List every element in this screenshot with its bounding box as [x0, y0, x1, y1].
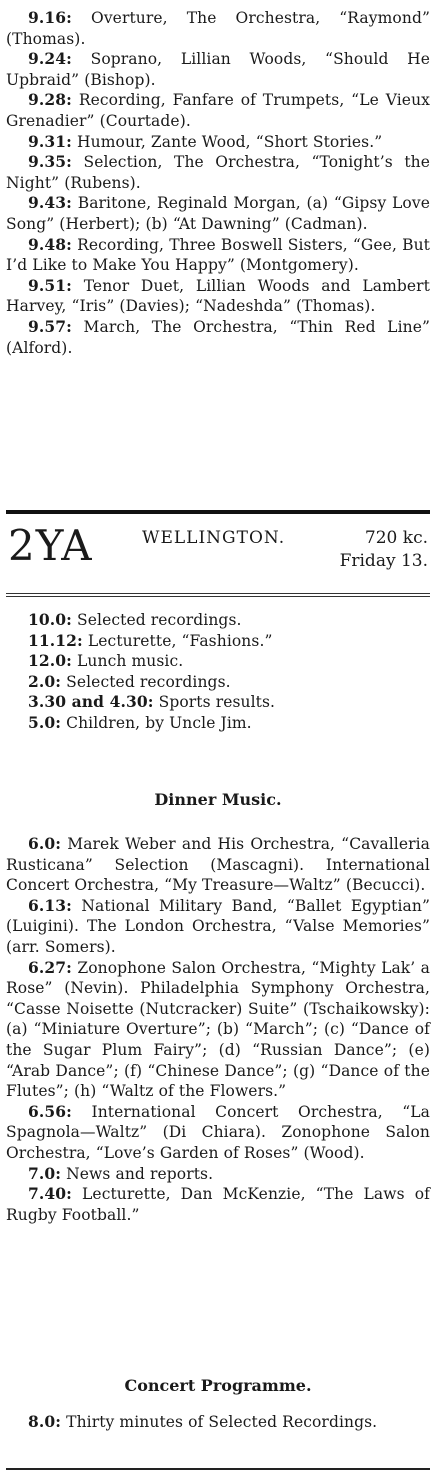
dinner-music-section	[6, 790, 430, 809]
concert-programme-section	[6, 1376, 430, 1395]
programme-entry: 11.12: Lecturette, “Fashions.”	[28, 630, 273, 650]
bottom-rule	[6, 1468, 430, 1470]
section-divider-thin	[6, 596, 430, 597]
programme-entry: 9.43: Baritone, Reginald Morgan, (a) “Gipsy Love Song” (Herbert); (b) “At Dawning” (Cadman).	[6, 193, 430, 233]
station-frequency: 720 kc.	[364, 528, 428, 548]
section-divider-thick	[6, 510, 430, 514]
concert-programme-list	[6, 1412, 430, 1433]
daytime-programme-list	[6, 610, 430, 734]
programme-entry: 6.0: Marek Weber and His Orchestra, “Cavalleria Rusticana” Selection (Mascagni). International Concert Orchestra, “My Treasure—Waltz” (Becucci).	[6, 834, 431, 895]
programme-entry: 9.16: Overture, The Orchestra, “Raymond” (Thomas).	[6, 8, 430, 48]
programme-entry: 2.0: Selected recordings.	[28, 671, 231, 691]
section-heading: Dinner Music.	[154, 790, 282, 809]
programme-entry: 9.51: Tenor Duet, Lillian Woods and Lambert Harvey, “Iris” (Davies); “Nadeshda” (Thomas).	[6, 275, 431, 316]
programme-entry: 9.35: Selection, The Orchestra, “Tonight’s the Night” (Rubens).	[6, 152, 430, 192]
station-header	[6, 518, 430, 580]
programme-entry: 9.48: Recording, Three Boswell Sisters, “Gee, But I’d Like to Make You Happy” (Montgomery).	[6, 234, 430, 275]
programme-entry: 9.28: Recording, Fanfare of Trumpets, “Le Vieux Grenadier” (Courtade).	[6, 90, 430, 130]
station-callsign: 2YA	[8, 521, 93, 570]
programme-entry: 9.57: March, The Orchestra, “Thin Red Line” (Alford).	[6, 316, 431, 357]
programme-entry: 9.24: Soprano, Lillian Woods, “Should He Upbraid” (Bishop).	[6, 49, 430, 89]
programme-entry: 8.0: Thirty minutes of Selected Recordings.	[28, 1412, 378, 1431]
section-heading: Concert Programme.	[124, 1376, 312, 1395]
evening-programme-list	[6, 8, 430, 358]
programme-entry: 3.30 and 4.30: Sports results.	[28, 692, 276, 712]
programme-entry: 12.0: Lunch music.	[28, 651, 184, 671]
programme-entry: 6.27: Zonophone Salon Orchestra, “Mighty Lak’ a Rose” (Nevin). Philadelphia Symphony Orchestra, “Casse Noisette (Nutcracker) Suite” (Tschaikowsky): (a) “Miniature Overture”; (b) “March”; (c) “Dance of the Sugar Plum Fairy”; (d) “Russian Dance”; (e) “Arab Dance”; (f) “Chinese Dance”; (g) “Dance of the Flutes”; (h) “Waltz of the Flowers.”	[6, 957, 431, 1101]
station-day: Friday 13.	[339, 551, 428, 571]
section-divider-thin	[6, 593, 430, 594]
dinner-programme-list	[6, 834, 430, 1225]
programme-entry: 6.13: National Military Band, “Ballet Egyptian” (Luigini). The London Orchestra, “Valse Memories” (arr. Somers).	[6, 895, 430, 956]
station-city: WELLINGTON.	[142, 528, 286, 548]
programme-entry: 6.56: International Concert Orchestra, “La Spagnola—Waltz” (Di Chiara). Zonophone Salon Orchestra, “Love’s Garden of Roses” (Wood).	[6, 1101, 430, 1162]
programme-entry: 7.0: News and reports.	[28, 1163, 214, 1183]
programme-entry: 9.31: Humour, Zante Wood, “Short Stories.”	[28, 131, 383, 151]
programme-entry: 7.40: Lecturette, Dan McKenzie, “The Laws of Rugby Football.”	[6, 1184, 431, 1224]
programme-entry: 5.0: Children, by Uncle Jim.	[28, 712, 252, 732]
programme-entry: 10.0: Selected recordings.	[28, 610, 242, 629]
